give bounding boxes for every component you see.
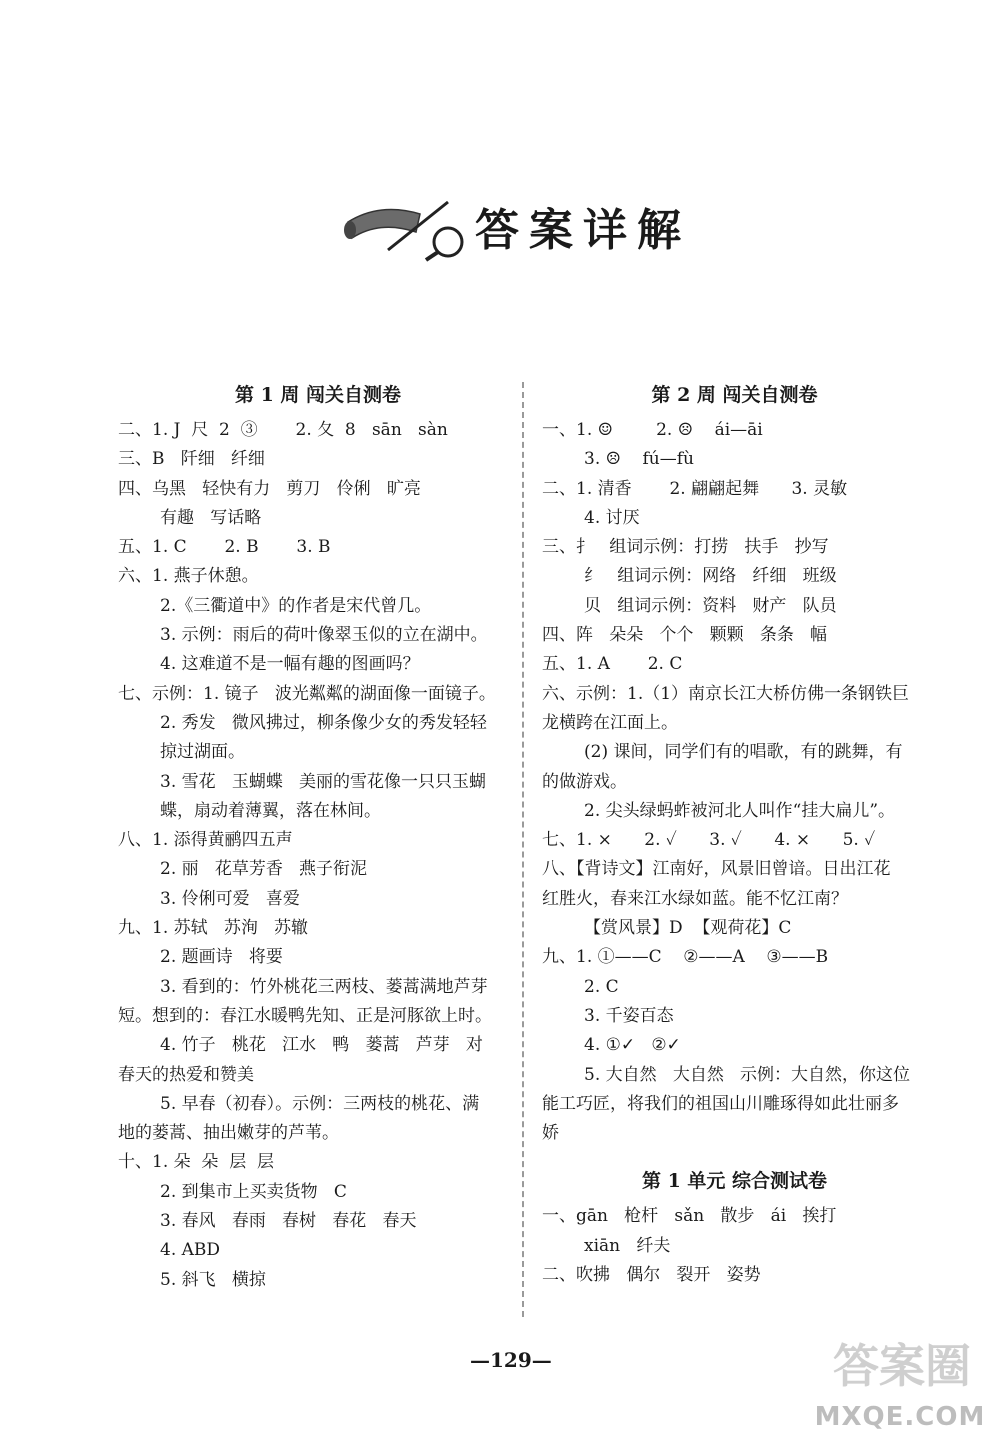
answer-line: 3. 春风 春雨 春树 春花 春天 <box>160 1211 417 1232</box>
answer-line: 能工巧匠，将我们的祖国山川雕琢得如此壮丽多 <box>542 1093 899 1114</box>
answer-line: 的做游戏。 <box>542 771 627 792</box>
answer-line: 九、1. ①——C ②——A ③——B <box>542 947 829 968</box>
answer-line: 八、1. 添得黄鹂四五声 <box>118 830 293 851</box>
answer-line: 八、【背诗文】江南好，风景旧曾谙。日出江花 <box>542 859 891 880</box>
right-column <box>542 378 927 1290</box>
answer-line: 4. 这难道不是一幅有趣的图画吗？ <box>160 654 420 675</box>
answer-line: 红胜火，春来江水绿如蓝。能不忆江南？ <box>542 888 848 909</box>
answer-line: 娇 <box>542 1123 559 1144</box>
answer-line: 5. 大自然 大自然 示例：大自然，你这位 <box>584 1064 911 1085</box>
answer-line: 2. 秀发 微风拂过，柳条像少女的秀发轻轻 <box>160 712 487 733</box>
answer-line: 三、B 阡细 纤细 <box>118 449 265 470</box>
answer-line: 蝶，扇动着薄翼，落在林间。 <box>160 800 381 821</box>
answer-line: 二、吹拂 偶尔 裂开 姿势 <box>542 1265 761 1286</box>
answer-line: 4. 讨厌 <box>584 507 640 528</box>
watermark-text: MXQE.COM <box>814 1402 986 1432</box>
answer-line: 纟 组词示例：网络 纤细 班级 <box>584 566 837 587</box>
page-title: 答案详解 <box>475 205 691 256</box>
answer-line: 3. 看到的：竹外桃花三两枝、蒌蒿满地芦芽 <box>160 976 488 997</box>
answer-line: 2. 到集市上买卖货物 C <box>160 1181 347 1202</box>
section-spacer <box>542 1148 927 1164</box>
answer-line: 五、1. A 2. C <box>542 654 683 675</box>
column-divider <box>522 382 524 1317</box>
answer-line: 2. C <box>584 976 619 997</box>
answer-line: 3. 示例：雨后的荷叶像翠玉似的立在湖中。 <box>160 625 488 646</box>
answer-line: 【赏风景】D 【观荷花】C <box>584 918 792 939</box>
watermark <box>810 1330 990 1440</box>
answer-line: 4. 竹子 桃花 江水 鸭 蒌蒿 芦芽 对 <box>160 1035 483 1056</box>
header <box>340 182 700 272</box>
answer-line: 一、1. ☺ 2. ☹ ái—āi <box>542 420 763 440</box>
answer-line: 短。想到的：春江水暖鸭先知、正是河豚欲上时。 <box>118 1005 492 1026</box>
answer-line: 七、1. × 2. ✓ 3. ✓ 4. × 5. ✓ <box>542 830 876 851</box>
section-title: 第 1 周 闯关自测卷 <box>234 384 402 406</box>
answer-line: 2. 尖头绿蚂蚱被河北人叫作“挂大扁儿”。 <box>584 800 896 821</box>
watermark-logo: 答案圈 <box>833 1339 971 1393</box>
answer-line: 七、示例：1. 镜子 波光粼粼的湖面像一面镜子。 <box>118 683 496 704</box>
answer-line: 3. 雪花 玉蝴蝶 美丽的雪花像一只只玉蝴 <box>160 771 487 792</box>
answer-line: 3. 千姿百态 <box>584 1005 674 1026</box>
section-title: 第 1 单元 综合测试卷 <box>641 1170 828 1193</box>
left-column <box>118 378 518 1295</box>
page-number: —129— <box>470 1348 552 1372</box>
answer-line: (2) 课间，同学们有的唱歌，有的跳舞，有 <box>584 742 903 763</box>
answer-line: 有趣 写话略 <box>160 507 262 528</box>
answer-line: 四、乌黑 轻快有力 剪刀 伶俐 旷亮 <box>118 478 421 499</box>
section-title: 第 2 周 闯关自测卷 <box>651 384 818 406</box>
answer-line: 5. 早春（初春）。示例：三两枝的桃花、满 <box>160 1093 480 1114</box>
answer-line: 四、阵 朵朵 个个 颗颗 条条 幅 <box>542 625 828 646</box>
answer-line: 一、gān 枪杆 sǎn 散步 ái 挨打 <box>542 1206 837 1227</box>
answer-line: 2. 丽 花草芳香 燕子衔泥 <box>160 859 368 880</box>
answer-line: 3. ☹ fú—fù <box>584 449 694 470</box>
answer-line: 五、1. C 2. B 3. B <box>118 537 331 558</box>
answer-line: 十、1. 朵 朵 层 层 <box>118 1152 275 1173</box>
answer-line: 二、1. 清香 2. 翩翩起舞 3. 灵敏 <box>542 478 848 499</box>
answer-line: 掠过湖面。 <box>160 742 245 763</box>
answer-line: 5. 斜飞 横掠 <box>160 1269 266 1290</box>
answer-line: 2. 题画诗 将要 <box>160 947 283 968</box>
answer-line: 二、1. J 尺 2 ③ 2. 夂 8 sān sàn <box>118 420 448 440</box>
answer-line: 2.《三衢道中》的作者是宋代曾几。 <box>160 595 432 616</box>
answer-line: 春天的热爱和赞美 <box>118 1064 254 1085</box>
answer-line: 三、扌 组词示例：打捞 扶手 抄写 <box>542 537 829 558</box>
answer-line: 4. ABD <box>160 1240 221 1261</box>
answer-line: 4. ①✓ ②✓ <box>584 1035 681 1056</box>
answer-line: 六、1. 燕子休憩。 <box>118 566 259 587</box>
scroll-magnifier-icon <box>340 192 470 262</box>
answer-line: 六、示例：1.（1）南京长江大桥仿佛一条钢铁巨 <box>542 683 910 704</box>
answer-line: xiān 纤夫 <box>584 1235 671 1256</box>
answer-line: 九、1. 苏轼 苏洵 苏辙 <box>118 918 309 939</box>
answer-line: 贝 组词示例：资料 财产 队员 <box>584 595 837 616</box>
answer-line: 龙横跨在江面上。 <box>542 712 678 733</box>
answer-line: 地的蒌蒿、抽出嫩芽的芦苇。 <box>118 1123 339 1144</box>
answer-line: 3. 伶俐可爱 喜爱 <box>160 888 300 909</box>
